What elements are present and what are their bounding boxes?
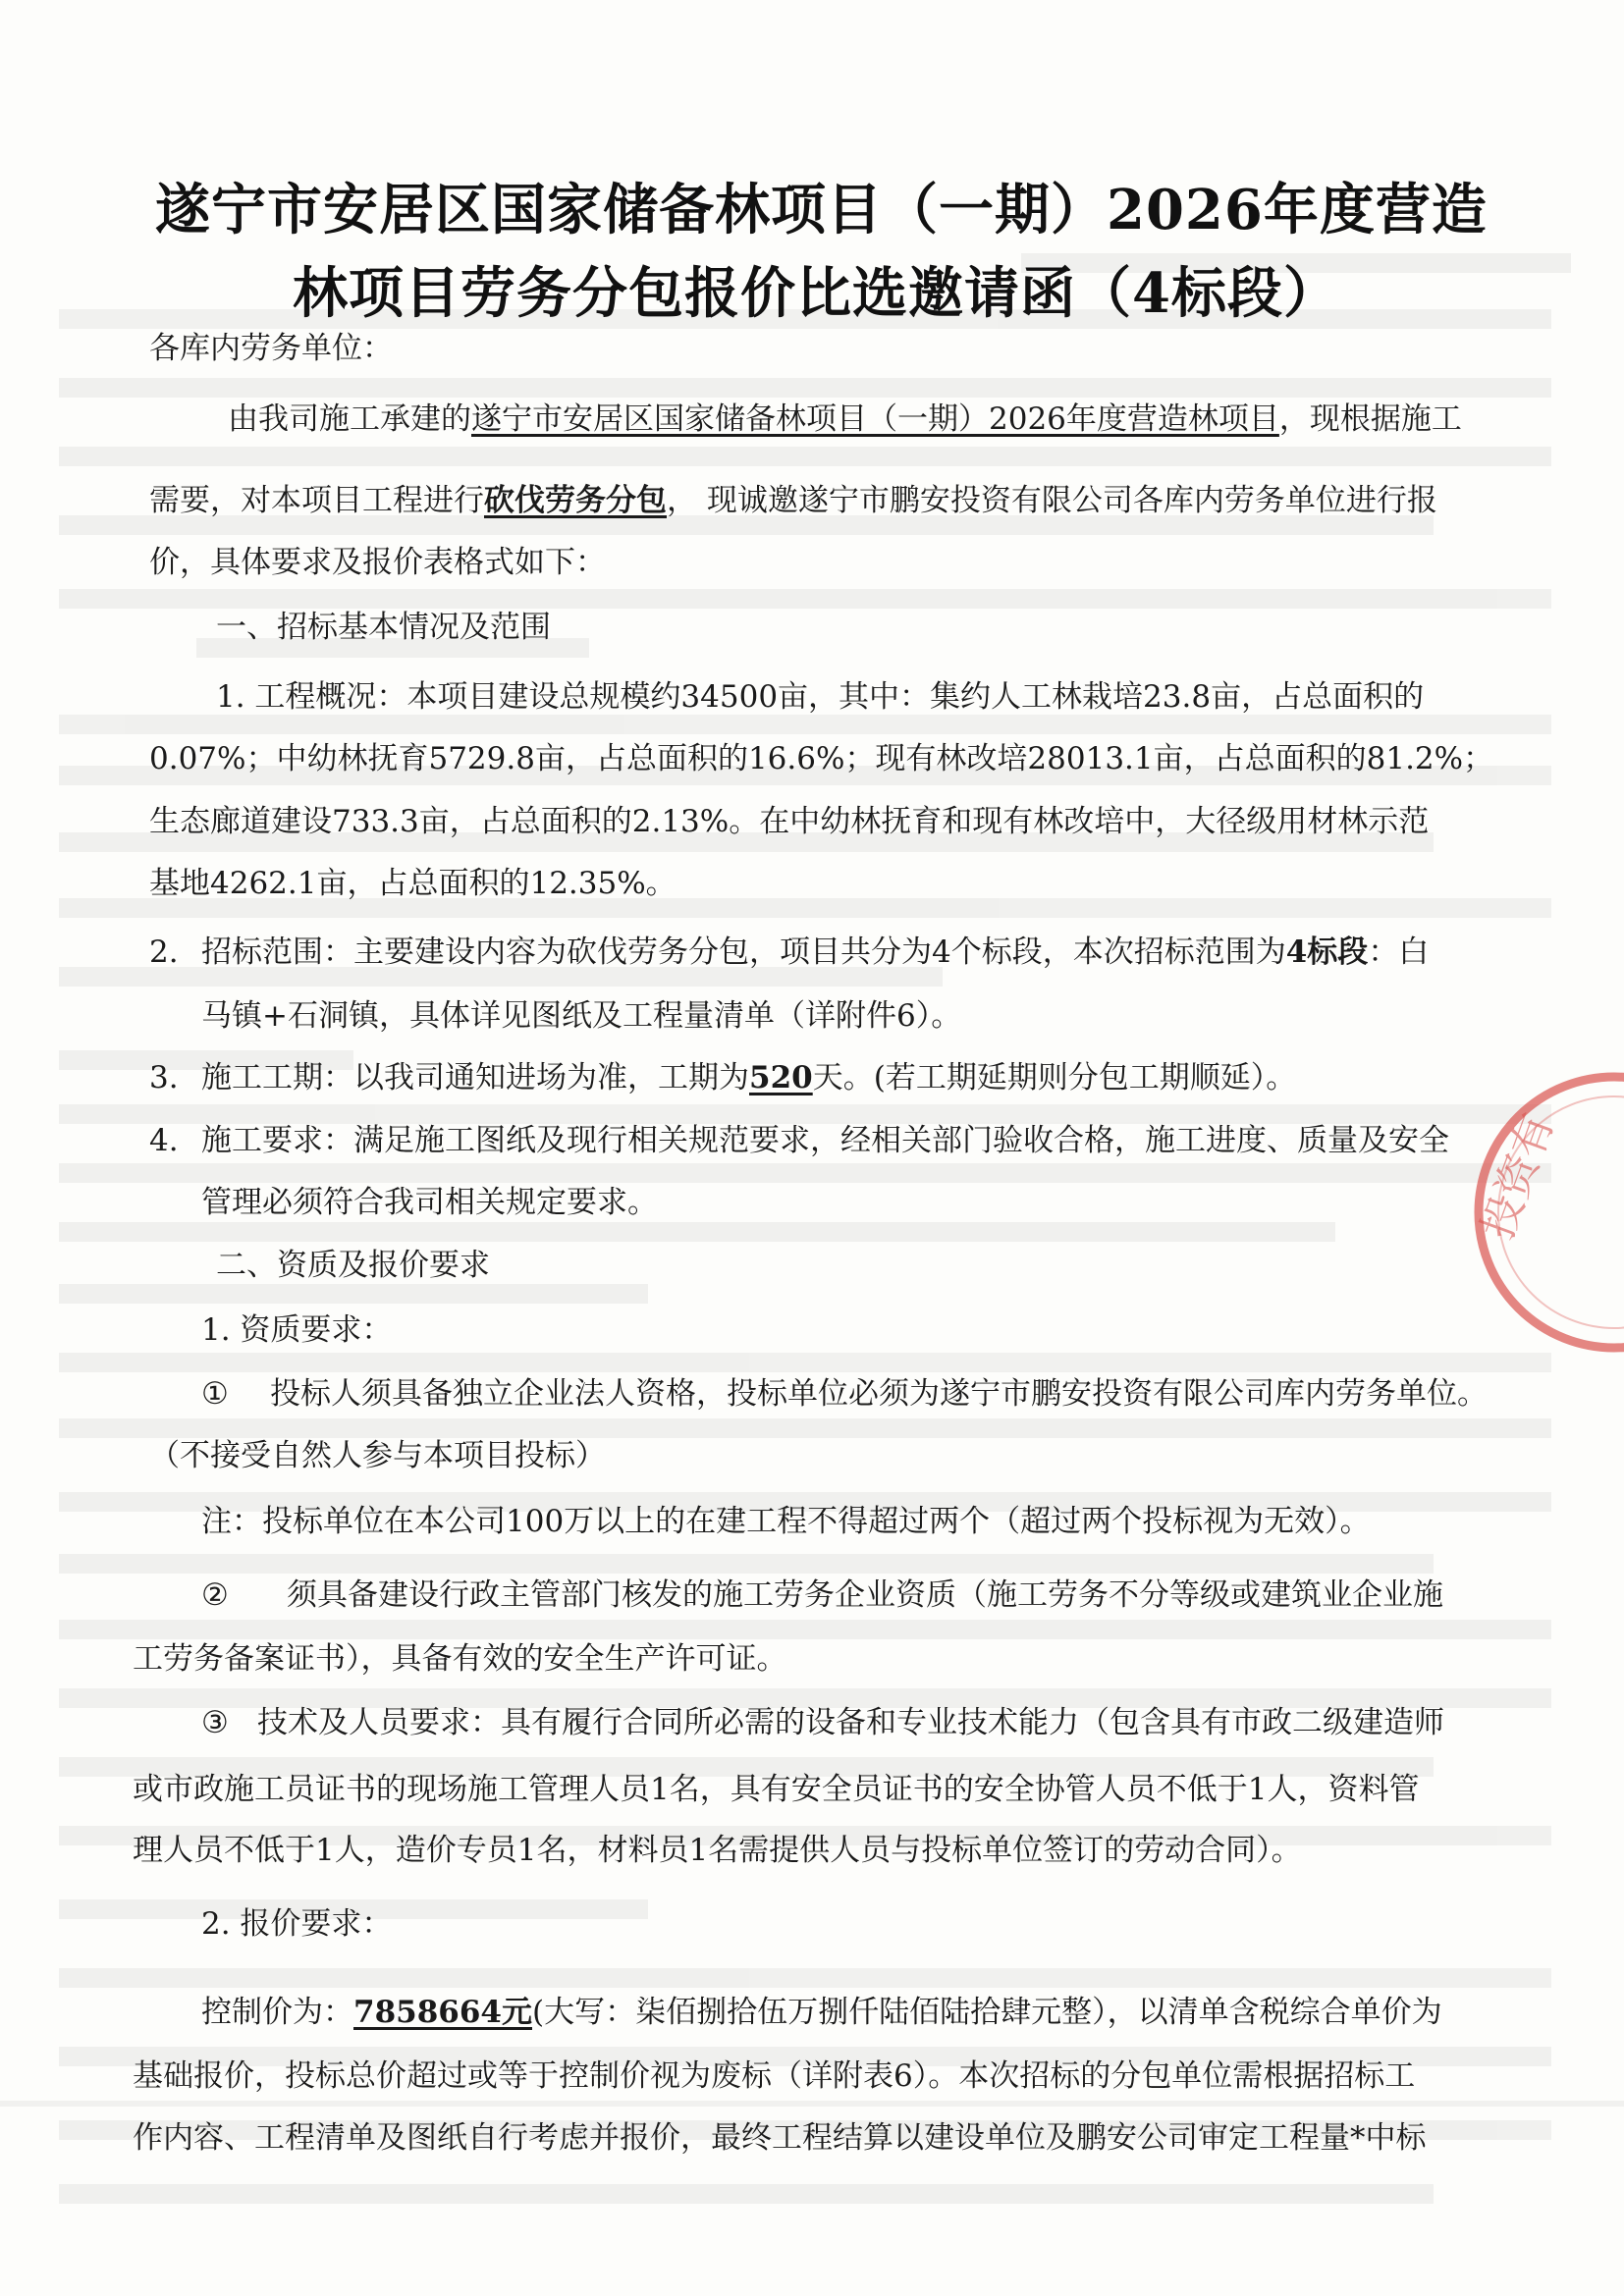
company-seal-stamp bbox=[1467, 1065, 1624, 1360]
scope-text: ：白 bbox=[1368, 934, 1430, 970]
qualification-1-line-1: 投标人须具备独立企业法人资格，投标单位必须为遂宁市鹏安投资有限公司库内劳务单位。 bbox=[270, 1376, 1488, 1412]
intro-line-2 bbox=[149, 483, 1437, 518]
period-days: 520 bbox=[749, 1060, 813, 1095]
period-number: 3. bbox=[149, 1060, 179, 1095]
overview-line-3: 生态廊道建设733.3亩，占总面积的2.13%。在中幼林抚育和现有林改培中，大径级用材林示范 bbox=[149, 804, 1430, 839]
document-title-line-2: 林项目劳务分包报价比选邀请函（4标段） bbox=[293, 261, 1339, 326]
requirement-marker-1: ① bbox=[201, 1376, 229, 1412]
control-price-amount: 7858664元 bbox=[353, 1995, 532, 2030]
control-price-line bbox=[201, 1995, 1442, 2030]
scope-line-2: 马镇+石洞镇，具体详见图纸及工程量清单（详附件6）。 bbox=[201, 998, 962, 1034]
period-text: 天。(若工期延期则分包工期顺延）。 bbox=[812, 1060, 1297, 1095]
scope-number: 2. bbox=[149, 934, 179, 970]
svg-text:投资有: 投资有 bbox=[1472, 1106, 1564, 1247]
construction-period bbox=[201, 1060, 1297, 1095]
scope-text: 招标范围：主要建设内容为砍伐劳务分包，项目共分为4个标段，本次招标范围为 bbox=[201, 934, 1286, 970]
qualification-2-line-1: 须具备建设行政主管部门核发的施工劳务企业资质（施工劳务不分等级或建筑业企业施 bbox=[287, 1577, 1443, 1613]
requirement-marker-2: ② bbox=[201, 1577, 229, 1613]
qualification-3-line-3: 理人员不低于1人，造价专员1名，材料员1名需提供人员与投标单位签订的劳动合同）。 bbox=[133, 1833, 1302, 1868]
price-line-3: 作内容、工程清单及图纸自行考虑并报价，最终工程结算以建设单位及鹏安公司审定工程量*中标 bbox=[133, 2120, 1427, 2156]
qualification-heading: 1. 资质要求： bbox=[201, 1312, 393, 1348]
document-title-line-1: 遂宁市安居区国家储备林项目（一期）2026年度营造 bbox=[155, 178, 1488, 242]
intro-text: ， 现诚邀遂宁市鹏安投资有限公司各库内劳务单位进行报 bbox=[667, 483, 1437, 518]
qualification-3-line-1: 技术及人员要求：具有履行合同所必需的设备和专业技术能力（包含具有市政二级建造师 bbox=[257, 1705, 1444, 1740]
price-text: 控制价为： bbox=[201, 1995, 353, 2030]
qualification-1-line-2: （不接受自然人参与本项目投标） bbox=[149, 1438, 606, 1473]
section-2-heading: 二、资质及报价要求 bbox=[216, 1248, 490, 1283]
intro-line-3: 价，具体要求及报价表格式如下： bbox=[149, 545, 606, 580]
section-1-heading: 一、招标基本情况及范围 bbox=[216, 610, 551, 645]
period-text: 施工工期：以我司通知进场为准，工期为 bbox=[201, 1060, 749, 1095]
price-line-2: 基础报价，投标总价超过或等于控制价视为废标（详附表6）。本次招标的分包单位需根据招标工 bbox=[133, 2058, 1416, 2094]
intro-line-1 bbox=[228, 401, 1462, 437]
overview-line-4: 基地4262.1亩，占总面积的12.35%。 bbox=[149, 866, 677, 901]
intro-text: 由我司施工承建的 bbox=[228, 401, 471, 437]
qualification-note: 注：投标单位在本公司100万以上的在建工程不得超过两个（超过两个投标视为无效）。 bbox=[201, 1504, 1371, 1539]
price-text: (大写：柒佰捌拾伍万捌仟陆佰陆拾肆元整），以清单含税综合单价为 bbox=[532, 1995, 1442, 2030]
qualification-3-line-2: 或市政施工员证书的现场施工管理人员1名，具有安全员证书的安全协管人员不低于1人，资料管 bbox=[133, 1772, 1420, 1807]
requirement-marker-3: ③ bbox=[201, 1705, 229, 1740]
requirement-line-2: 管理必须符合我司相关规定要求。 bbox=[201, 1185, 658, 1220]
intro-text: ，现根据施工 bbox=[1278, 401, 1462, 437]
salutation: 各库内劳务单位： bbox=[149, 331, 393, 366]
lot-number: 4标段 bbox=[1285, 934, 1369, 970]
requirement-number: 4. bbox=[149, 1123, 179, 1158]
requirement-line-1: 施工要求：满足施工图纸及现行相关规范要求，经相关部门验收合格，施工进度、质量及安全 bbox=[201, 1123, 1449, 1158]
qualification-2-line-2: 工劳务备案证书），具备有效的安全生产许可证。 bbox=[133, 1641, 787, 1677]
intro-text: 需要，对本项目工程进行 bbox=[149, 483, 484, 518]
overview-line-1: 1. 工程概况：本项目建设总规模约34500亩，其中：集约人工林栽培23.8亩，占总面积的 bbox=[216, 679, 1425, 715]
overview-line-2: 0.07%；中幼林抚育5729.8亩，占总面积的16.6%；现有林改培28013.1亩，占总面积的81.2%； bbox=[149, 741, 1494, 776]
project-name: 遂宁市安居区国家储备林项目（一期）2026年度营造林项目 bbox=[471, 401, 1279, 437]
price-heading: 2. 报价要求： bbox=[201, 1906, 393, 1942]
scope-line-1 bbox=[201, 934, 1430, 970]
subcontract-scope: 砍伐劳务分包 bbox=[484, 483, 667, 518]
